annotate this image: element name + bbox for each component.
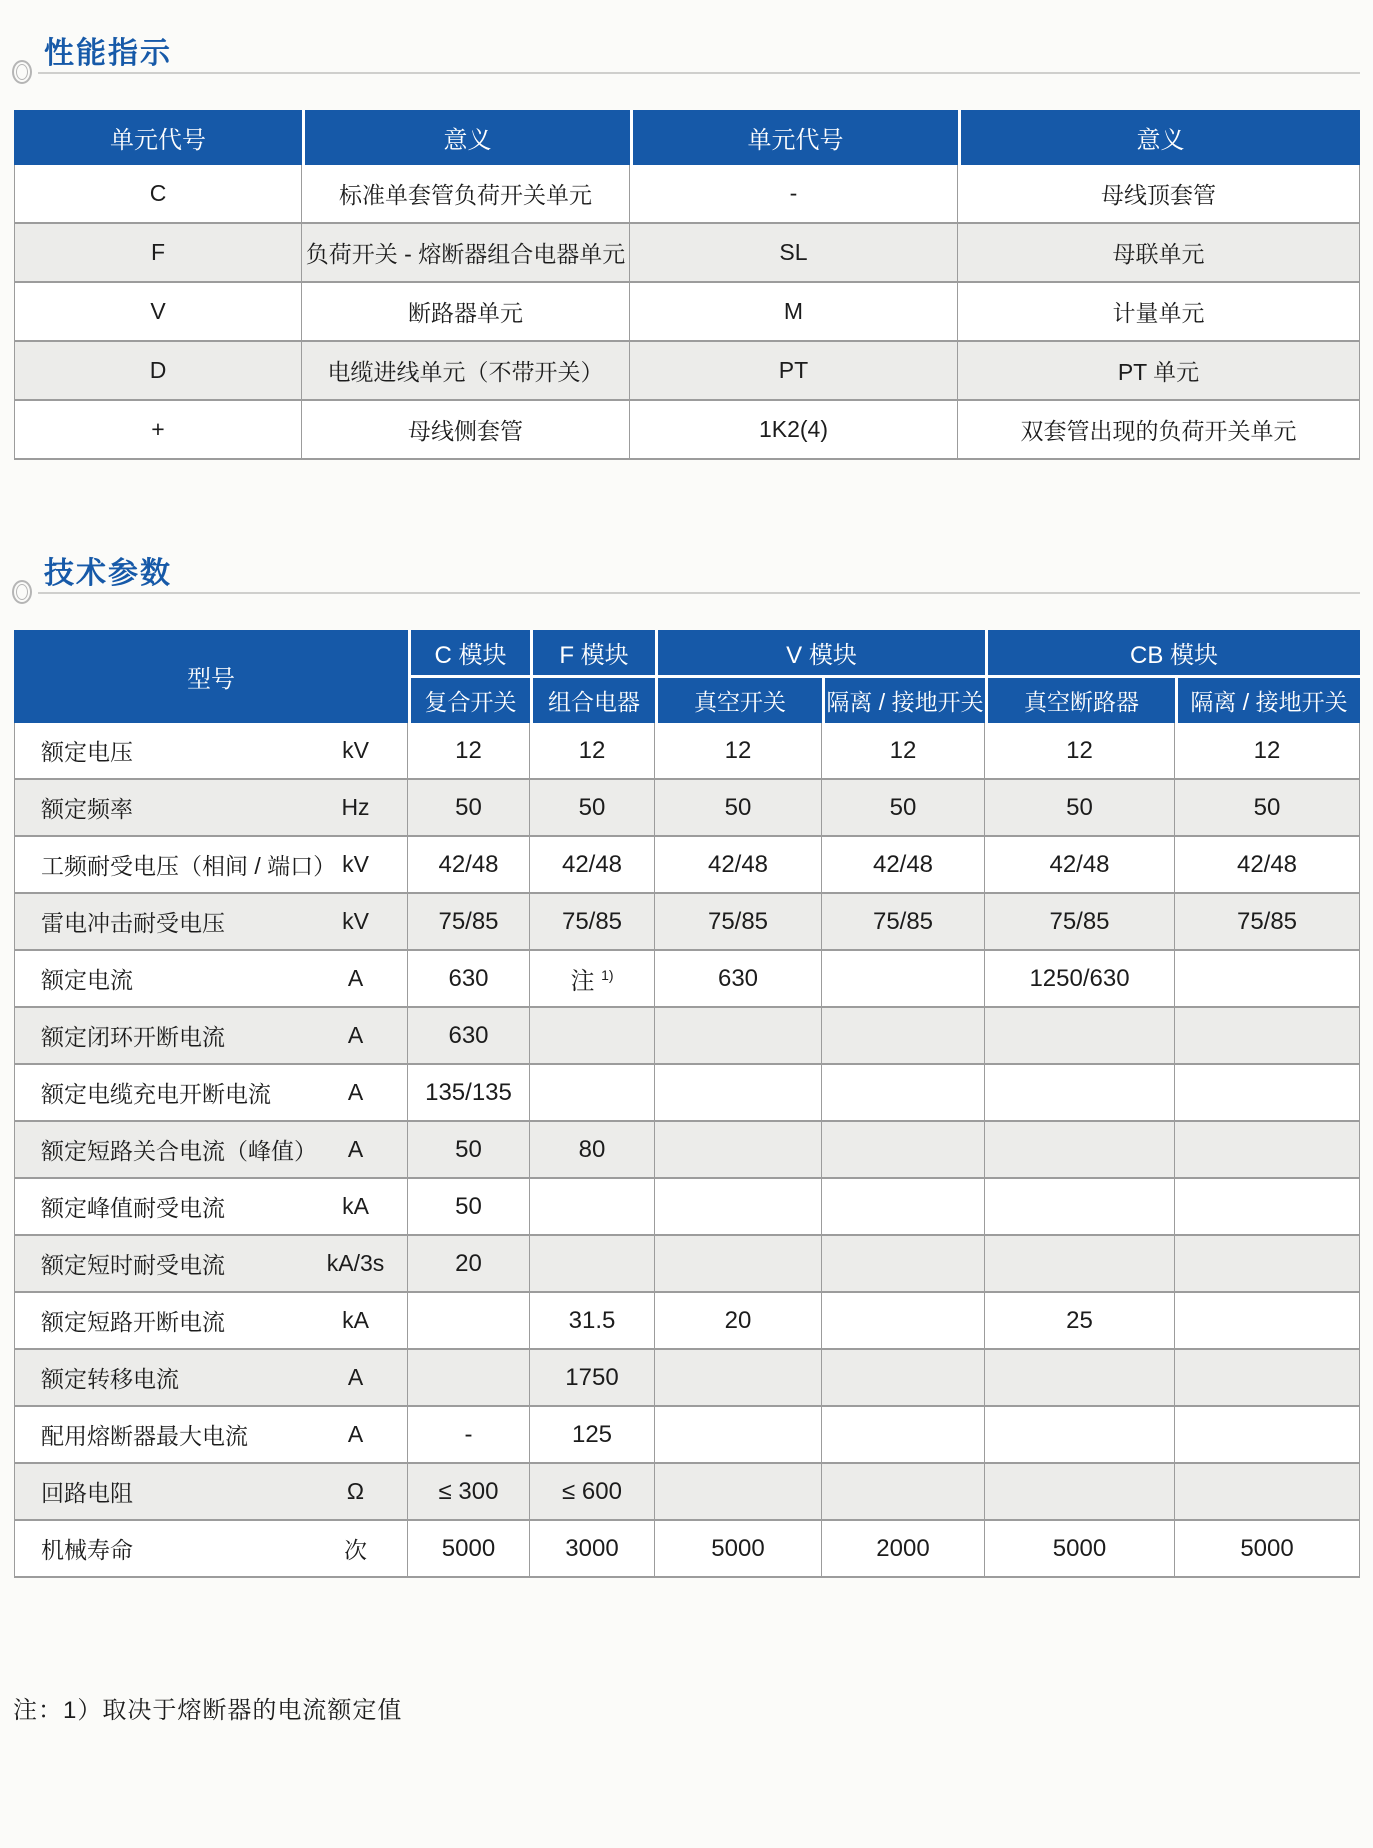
section-divider [12, 580, 1360, 608]
value-cell [1175, 951, 1360, 1008]
row-unit: A [304, 1350, 408, 1407]
parameter-row [14, 1236, 1360, 1293]
parameter-row [14, 1293, 1360, 1350]
table-cell: 双套管出现的负荷开关单元 [958, 401, 1360, 460]
value-cell: 5000 [408, 1521, 530, 1578]
corner-header: 型号 [14, 630, 408, 723]
value-cell [822, 1008, 985, 1065]
parameter-row [14, 780, 1360, 837]
row-label: 额定频率 [14, 780, 304, 837]
parameter-row [14, 1350, 1360, 1407]
parameter-row [14, 723, 1360, 780]
value-cell [655, 1464, 822, 1521]
value-cell [530, 1236, 655, 1293]
value-cell [1175, 1122, 1360, 1179]
value-cell: 75/85 [530, 894, 655, 951]
row-label: 回路电阻 [14, 1464, 304, 1521]
table-row [14, 165, 1360, 224]
row-label: 机械寿命 [14, 1521, 304, 1578]
value-cell: 75/85 [822, 894, 985, 951]
parameter-row [14, 1122, 1360, 1179]
value-cell [822, 1236, 985, 1293]
value-cell: 75/85 [655, 894, 822, 951]
column-header: 意义 [958, 110, 1360, 165]
value-cell: 42/48 [985, 837, 1175, 894]
value-cell: 50 [408, 1179, 530, 1236]
value-cell: 12 [530, 723, 655, 780]
value-cell: 12 [655, 723, 822, 780]
module-group-header: F 模块 [530, 630, 655, 678]
row-label: 工频耐受电压（相间 / 端口） [14, 837, 304, 894]
table-cell: PT [630, 342, 958, 401]
row-label: 额定转移电流 [14, 1350, 304, 1407]
value-cell [1175, 1407, 1360, 1464]
value-cell: 50 [530, 780, 655, 837]
footnote: 注：1）取决于熔断器的电流额定值 [13, 1697, 403, 1724]
row-label: 额定闭环开断电流 [14, 1008, 304, 1065]
row-label: 配用熔断器最大电流 [14, 1407, 304, 1464]
value-cell: 20 [408, 1236, 530, 1293]
table-cell: V [14, 283, 302, 342]
parameter-row [14, 1521, 1360, 1578]
value-cell [822, 1293, 985, 1350]
divider-circle-icon [12, 60, 32, 84]
value-cell [985, 1236, 1175, 1293]
value-cell: 31.5 [530, 1293, 655, 1350]
table-cell: M [630, 283, 958, 342]
value-cell [1175, 1065, 1360, 1122]
value-cell: 630 [408, 1008, 530, 1065]
value-cell: ≤ 600 [530, 1464, 655, 1521]
value-cell: 50 [822, 780, 985, 837]
value-cell: 50 [408, 780, 530, 837]
divider-line [38, 72, 1360, 74]
row-unit: kV [304, 723, 408, 780]
value-cell [530, 1065, 655, 1122]
value-cell: 5000 [985, 1521, 1175, 1578]
value-cell: - [408, 1407, 530, 1464]
divider-line [38, 592, 1360, 594]
value-cell [408, 1350, 530, 1407]
table-row [14, 342, 1360, 401]
value-cell: 42/48 [408, 837, 530, 894]
row-unit: kA [304, 1179, 408, 1236]
section-title-parameters: 技术参数 [44, 557, 172, 590]
value-cell: ≤ 300 [408, 1464, 530, 1521]
value-cell [1175, 1179, 1360, 1236]
row-unit: A [304, 1122, 408, 1179]
value-cell [1175, 1350, 1360, 1407]
parameter-row [14, 1065, 1360, 1122]
parameter-row [14, 1407, 1360, 1464]
value-cell: 75/85 [1175, 894, 1360, 951]
value-cell [822, 1407, 985, 1464]
value-cell [655, 1407, 822, 1464]
parameter-row [14, 951, 1360, 1008]
parameter-row [14, 1179, 1360, 1236]
value-cell: 2000 [822, 1521, 985, 1578]
table-cell: - [630, 165, 958, 224]
module-group-header: V 模块 [655, 630, 985, 678]
value-cell: 135/135 [408, 1065, 530, 1122]
value-cell: 630 [408, 951, 530, 1008]
value-cell: 12 [985, 723, 1175, 780]
value-cell: 12 [408, 723, 530, 780]
row-unit: A [304, 1008, 408, 1065]
value-cell: 42/48 [530, 837, 655, 894]
parameter-row [14, 894, 1360, 951]
column-header: 复合开关 [408, 678, 530, 723]
table-row [14, 283, 1360, 342]
header-row [14, 110, 1360, 165]
row-label: 额定短时耐受电流 [14, 1236, 304, 1293]
value-cell: 75/85 [985, 894, 1175, 951]
section-divider [12, 60, 1360, 88]
table-cell: 母线顶套管 [958, 165, 1360, 224]
module-group-header: CB 模块 [985, 630, 1360, 678]
value-cell: 5000 [655, 1521, 822, 1578]
table-cell: 电缆进线单元（不带开关） [302, 342, 630, 401]
column-header: 真空开关 [655, 678, 822, 723]
row-label: 额定电流 [14, 951, 304, 1008]
value-cell [1175, 1236, 1360, 1293]
module-header-row [14, 630, 1360, 678]
table-cell: SL [630, 224, 958, 283]
row-label: 额定峰值耐受电流 [14, 1179, 304, 1236]
parameter-row [14, 1464, 1360, 1521]
value-cell [822, 951, 985, 1008]
table-cell: 计量单元 [958, 283, 1360, 342]
value-cell: 50 [655, 780, 822, 837]
value-cell [985, 1179, 1175, 1236]
column-header: 单元代号 [630, 110, 958, 165]
value-cell [655, 1236, 822, 1293]
value-cell: 42/48 [822, 837, 985, 894]
value-cell: 630 [655, 951, 822, 1008]
value-cell [1175, 1008, 1360, 1065]
value-cell [1175, 1464, 1360, 1521]
column-header: 意义 [302, 110, 630, 165]
value-cell [655, 1179, 822, 1236]
value-cell: 50 [1175, 780, 1360, 837]
divider-circle-icon [12, 580, 32, 604]
value-cell: 42/48 [1175, 837, 1360, 894]
value-cell: 5000 [1175, 1521, 1360, 1578]
value-cell: 注 $^{1)}$ [530, 951, 655, 1008]
table-cell: 母联单元 [958, 224, 1360, 283]
column-header: 组合电器 [530, 678, 655, 723]
value-cell [655, 1065, 822, 1122]
table-cell: 断路器单元 [302, 283, 630, 342]
value-cell [530, 1179, 655, 1236]
value-cell: 1250/630 [985, 951, 1175, 1008]
row-label: 额定短路关合电流（峰值） [14, 1122, 304, 1179]
value-cell [655, 1122, 822, 1179]
row-unit: 次 [304, 1521, 408, 1578]
value-cell [822, 1122, 985, 1179]
value-cell: 12 [1175, 723, 1360, 780]
value-cell: 3000 [530, 1521, 655, 1578]
value-cell [985, 1464, 1175, 1521]
value-cell: 75/85 [408, 894, 530, 951]
column-header: 真空断路器 [985, 678, 1175, 723]
row-label: 额定电压 [14, 723, 304, 780]
value-cell: 25 [985, 1293, 1175, 1350]
row-unit: Ω [304, 1464, 408, 1521]
parameters-table [14, 630, 1360, 1578]
value-cell [1175, 1293, 1360, 1350]
value-cell [655, 1008, 822, 1065]
value-cell [985, 1122, 1175, 1179]
row-unit: A [304, 1407, 408, 1464]
row-label: 额定短路开断电流 [14, 1293, 304, 1350]
performance-table [14, 110, 1360, 460]
value-cell [822, 1179, 985, 1236]
row-unit: Hz [304, 780, 408, 837]
row-unit: kA [304, 1293, 408, 1350]
table-cell: + [14, 401, 302, 460]
value-cell [822, 1350, 985, 1407]
module-group-header: C 模块 [408, 630, 530, 678]
table-cell: D [14, 342, 302, 401]
table-cell: C [14, 165, 302, 224]
value-cell [822, 1065, 985, 1122]
value-cell: 80 [530, 1122, 655, 1179]
row-unit: kV [304, 837, 408, 894]
value-cell [985, 1350, 1175, 1407]
row-unit: kA/3s [304, 1236, 408, 1293]
value-cell [985, 1008, 1175, 1065]
value-cell [408, 1293, 530, 1350]
column-header: 隔离 / 接地开关 [1175, 678, 1360, 723]
parameter-row [14, 837, 1360, 894]
table-row [14, 401, 1360, 460]
row-unit: A [304, 951, 408, 1008]
table-cell: 母线侧套管 [302, 401, 630, 460]
value-cell: 12 [822, 723, 985, 780]
value-cell [985, 1065, 1175, 1122]
table-cell: PT 单元 [958, 342, 1360, 401]
row-unit: kV [304, 894, 408, 951]
value-cell: 20 [655, 1293, 822, 1350]
value-cell: 50 [985, 780, 1175, 837]
section-title-performance: 性能指示 [44, 37, 172, 70]
value-cell [985, 1407, 1175, 1464]
value-cell [822, 1464, 985, 1521]
value-cell: 125 [530, 1407, 655, 1464]
row-unit: A [304, 1065, 408, 1122]
value-cell [655, 1350, 822, 1407]
table-row [14, 224, 1360, 283]
column-header: 单元代号 [14, 110, 302, 165]
value-cell: 42/48 [655, 837, 822, 894]
row-label: 额定电缆充电开断电流 [14, 1065, 304, 1122]
table-cell: 负荷开关 - 熔断器组合电器单元 [302, 224, 630, 283]
value-cell [530, 1008, 655, 1065]
value-cell: 1750 [530, 1350, 655, 1407]
row-label: 雷电冲击耐受电压 [14, 894, 304, 951]
table-cell: 标准单套管负荷开关单元 [302, 165, 630, 224]
value-cell: 50 [408, 1122, 530, 1179]
parameter-row [14, 1008, 1360, 1065]
table-cell: F [14, 224, 302, 283]
column-header: 隔离 / 接地开关 [822, 678, 985, 723]
table-cell: 1K2(4) [630, 401, 958, 460]
